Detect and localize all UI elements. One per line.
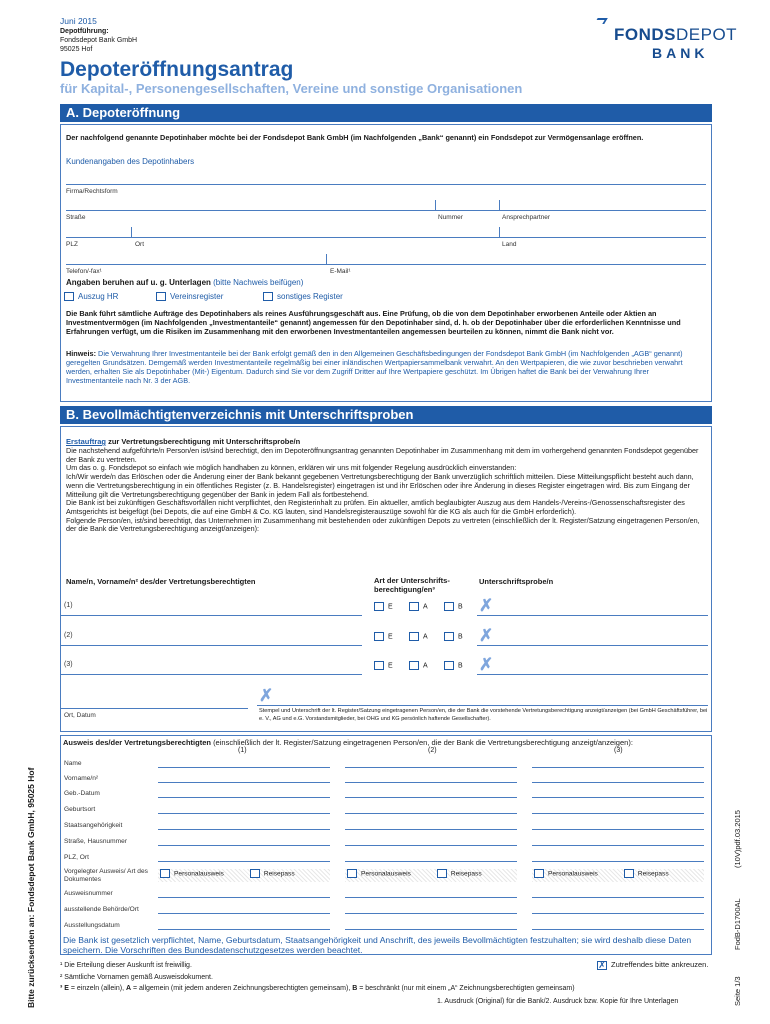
checkbox-e[interactable] [374,602,384,611]
checked-box-icon: ✗ [598,959,606,970]
page-subtitle: für Kapital-, Personengesellschaften, Vereine und sonstige Organisationen [60,81,523,96]
place-date-label: Ort, Datum [64,712,96,719]
col-name-header: Name/n, Vorname/n² des/der Vertretungsberechtigten [66,577,256,586]
checkbox-association[interactable] [156,292,166,301]
firma-label: Firma/Rechtsform [66,188,118,195]
col-type-header: Art der Unterschrifts-berechtigung/en³ [374,576,450,594]
country-label: Land [502,241,517,248]
rep-name-field[interactable] [60,674,362,675]
firma-field[interactable] [66,184,706,185]
id-row-label: Vorname/n² [64,775,99,782]
id-field-3[interactable] [532,829,704,830]
checkbox-a[interactable] [409,602,419,611]
id-field-1[interactable] [158,845,330,846]
copy-note: 1. Ausdruck (Original) für die Bank/2. Ausdruck bzw. Kopie für Ihre Unterlagen [437,998,679,1005]
page-title: Depoteröffnungsantrag [60,58,294,81]
depot-company: Fondsdepot Bank GmbH [60,37,138,44]
rep-option-b[interactable]: B [444,632,463,641]
checkbox-id-card[interactable] [534,869,544,878]
id-field-2[interactable] [345,829,517,830]
id-field-1[interactable] [158,767,330,768]
signature-mark: ✗ [479,655,494,674]
number-label: Nummer [438,214,463,221]
street-field[interactable] [66,210,706,211]
id-field-2[interactable] [345,861,517,862]
id-row-label: Geburtsort [64,806,96,813]
checkbox-e[interactable] [374,632,384,641]
id-field-3[interactable] [532,929,704,930]
id-field-3[interactable] [532,861,704,862]
id-field-1[interactable] [158,797,330,798]
depot-city: 95025 Hof [60,46,93,53]
id-heading: Ausweis des/der Vertretungsberechtigten (einschließlich der lt. Register/Satzung eingetragenen Person/en, die der Bank die Vertretungsberechtigung anzeigt/anzeigen): [63,738,633,747]
rep-name-field[interactable] [60,615,362,616]
page-number: Seite 1/3 [733,976,742,1006]
version-code: (10V)pdf.03.2015 [733,810,742,868]
form-date: Juni 2015 [60,16,97,26]
first-order: Erstauftrag zur Vertretungsberechtigung mit Unterschriftsprobe/n [66,437,301,446]
id-field-1[interactable] [158,913,330,914]
checkbox-id-card[interactable] [160,869,170,878]
rep-option-e[interactable]: E [374,602,393,611]
customer-heading: Kundenangaben des Depotinhabers [66,157,195,166]
checkbox-b[interactable] [444,661,454,670]
signature-field[interactable] [477,615,708,616]
id-row-label: ausstellende Behörde/Ort [64,906,139,913]
id-field-3[interactable] [532,797,704,798]
section-b-heading: B. Bevollmächtigtenverzeichnis mit Unterschriftsproben [60,406,712,424]
doc-association[interactable]: Vereinsregister [156,292,223,301]
depot-label: Depotführung: [60,28,109,35]
basis-line: Angaben beruhen auf u. g. Unterlagen (bitte Nachweis beifügen) [66,278,304,287]
id-field-2[interactable] [345,797,517,798]
id-field-3[interactable] [532,897,704,898]
checkbox-a[interactable] [409,632,419,641]
col-sig-header: Unterschriftsprobe/n [479,577,554,586]
footnote-1: ¹ Die Erteilung dieser Auskunft ist freiwillig. [60,962,192,969]
checkbox-a[interactable] [409,661,419,670]
signature-mark: ✗ [479,596,494,615]
id-field-2[interactable] [345,813,517,814]
id-field-1[interactable] [158,813,330,814]
id-field-1[interactable] [158,897,330,898]
rep-row-number: (1) [64,602,73,609]
rep-name-field[interactable] [60,645,362,646]
checkbox-passport[interactable] [437,869,447,878]
id-doc-type-3[interactable]: Personalausweis Reisepass [532,869,704,882]
id-field-1[interactable] [158,782,330,783]
checkbox-b[interactable] [444,602,454,611]
id-doc-type-1[interactable]: Personalausweis Reisepass [158,869,330,882]
footnote-3: ³ E = einzeln (allein), A = allgemein (mit jedem anderen Zeichnungsberechtigten gemeinsam), B = beschränkt (nur mit einem „A“ Zeichnungsberechtigten gemeinsam) [60,985,575,992]
phone-label: Telefon/-fax¹ [66,268,102,275]
hint-text: Hinweis: Die Verwahrung Ihrer Investmentanteile bei der Bank erfolgt gemäß den in den Allgemeinen Geschäftsbedingungen der Fondsdepot Bank GmbH (im Nachfolgenden „AGB“ genannt) geregelten Grundsätzen. Demgemäß werden Investmentanteile regelmäßig bei einer inländischen Wertpapiersammelbank verwahrt. An den Wertpapieren, die wie zuvor beschrieben verwahrt werden, erhalten Sie als Depotinhaber (Mit-) Eigentum. Dadurch sind Sie vor dem Zugriff Dritter auf Ihre Wertpapiere geschützt. Im Übrigen haftet die Bank bei der Verwahrung Ihrer Investmentanteile nach Nr. 3 der AGB. [66,349,683,385]
id-doc-type-2[interactable]: Personalausweis Reisepass [345,869,517,882]
id-col-1: (1) [238,747,247,754]
footnote-2: ² Sämtliche Vornamen gemäß Ausweisdokument. [60,974,213,981]
id-field-3[interactable] [532,813,704,814]
stamp-text: Stempel und Unterschrift der lt. Register/Satzung eingetragenen Person/en, die der Bank die vorstehende Vertretungsberechtigung anzeigt/anzeigen (bei GmbH Geschäftsführer, bei e. V., AG und e.G. Vorstandsmitglieder, bei OHG und KG persönlich haftende Gesellschafter). [259,708,708,722]
id-col-3: (3) [614,747,623,754]
id-field-1[interactable] [158,929,330,930]
id-field-2[interactable] [345,782,517,783]
section-a-heading: A. Depoteröffnung [60,104,712,122]
stamp-signature-field[interactable] [257,705,708,706]
signature-field[interactable] [477,645,708,646]
checkbox-e[interactable] [374,661,384,670]
checkbox-b[interactable] [444,632,454,641]
id-col-2: (2) [428,747,437,754]
signature-mark: ✗ [479,626,494,645]
checkbox-id-card[interactable] [347,869,357,878]
phone-email-field[interactable] [66,264,706,265]
id-field-2[interactable] [345,767,517,768]
mark-hint: ✗ Zutreffendes bitte ankreuzen. [598,959,709,970]
doc-other[interactable]: sonstiges Register [263,292,343,301]
stamp-sign-mark: ✗ [259,686,274,705]
rep-option-e[interactable]: E [374,632,393,641]
return-address: Bitte zurücksenden an: Fondsdepot Bank GmbH, 95025 Hof [26,767,36,1008]
doc-hr[interactable]: Auszug HR [64,292,118,301]
id-field-1[interactable] [158,861,330,862]
id-field-2[interactable] [345,929,517,930]
id-row-label: Ausweisnummer [64,890,113,897]
checkbox-passport[interactable] [250,869,260,878]
place-date-field[interactable] [60,708,248,709]
rep-option-e[interactable]: E [374,661,393,670]
id-row-label: Geb.-Datum [64,790,100,797]
section-b-paragraphs: Die nachstehend aufgeführte/n Person/en ist/sind berechtigt, den im Depoteröffnungsantrag genannten Depotinhaber im Zusammenhang mit dem im vorhergehend genannten Fondsdepot gegenüber der Bank zu vertreten. Um das o. g. Fondsdepot so einfach wie möglich handhaben zu können, erklären wir uns mit folgender Regelung ausdrücklich einverstanden: Ich/Wir werde/n das Erlöschen oder die Änderung einer der Bank bekannt gegebenen Vertretungsberechtigung der Bank unverzüglich schriftlich mitteilen. Diese Mitteilungspflicht besteht auch dann, wenn die Vertretungsberechtigung in ein öffentliches Register (z. B. Handelsregister) eingetragen ist und ihr Erlöschen oder ihre Änderung in dieses Register eingetragen wird. Bis zum Eingang der Mitteilung gilt die Vertretungsberechtigung gegenüber der Bank in jedem Fall als fortbestehend. Die Bank ist bei zukünftigen Geschäftsvorfällen nicht verpflichtet, den Registerinhalt zu prüfen. Ein aktueller, amtlich beglaubigter Auszug aus dem Handels-/Vereins-/Genossenschaftsregister des Amtsgerichts ist beigefügt (bei Depots, die auf eine GmbH & Co. KG lauten, sind Handelsregisterauszüge sowohl für die KG als auch für die GmbH erforderlich). Folgende Person/en, ist/sind berechtigt, das Unternehmen im Zusammenhang mit bestehenden oder zukünftigen Depots zu vertreten (einschließlich der lt. Register/Satzung eingetragenen Person/en, der die Bank die Vertretungsberechtigung anzeigt/anzeigen): [66,446,700,534]
id-field-2[interactable] [345,845,517,846]
contact-label: Ansprechpartner [502,214,551,221]
id-row-label: Straße, Hausnummer [64,838,128,845]
rep-option-a[interactable]: A [409,661,428,670]
form-code: FodB-D1700AL [733,898,742,950]
street-label: Straße [66,214,86,221]
intro-text: Der nachfolgend genannte Depotinhaber möchte bei der Fondsdepot Bank GmbH (im Nachfolgenden „Bank“ genannt) ein Fondsdepot zur Vermögensanlage eröffnen. [66,133,644,142]
id-row-label: PLZ, Ort [64,854,89,861]
id-row-label: Name [64,760,82,767]
city-label: Ort [135,241,145,248]
id-field-2[interactable] [345,913,517,914]
id-field-3[interactable] [532,845,704,846]
execution-text: Die Bank führt sämtliche Aufträge des Depotinhabers als reines Ausführungsgeschäft aus. Eine Prüfung, ob die von dem Depotinhaber erworbenen Anteile oder Aktien an Investmentvermögen (im Nachfolgenden „Investmentanteile“ genannt) angemessen für den Depotinhaber sind, d. h. ob der Depotinhaber über die erforderlichen Kenntnisse und Erfahrungen verfügt, um die Risiken im Zusammenhang mit den erworbenen Investmentanteilen angemessen beurteilen zu können, nimmt die Bank nicht vor. [66,309,681,336]
checkbox-other[interactable] [263,292,273,301]
id-field-3[interactable] [532,913,704,914]
id-row-label: Staatsangehörigkeit [64,822,123,829]
email-label: E-Mail¹ [330,268,351,275]
rep-option-b[interactable]: B [444,661,463,670]
rep-option-a[interactable]: A [409,602,428,611]
id-field-1[interactable] [158,829,330,830]
id-field-2[interactable] [345,897,517,898]
id-row-label: Vorgelegter Ausweis/ Art des Dokumentes [64,868,148,883]
rep-row-number: (3) [64,661,73,668]
rep-option-a[interactable]: A [409,632,428,641]
legal-text: Die Bank ist gesetzlich verpflichtet, Name, Geburtsdatum, Staatsangehörigkeit und Anschrift, des jeweils Bevollmächtigten festzuhalten; sie wird deshalb diese Daten speichern. Die Vorschriften des Bundesdatenschutzgesetzes werden beachtet. [63,935,692,955]
id-field-3[interactable] [532,782,704,783]
checkbox-passport[interactable] [624,869,634,878]
bank-logo: FONDSDEPOT BANK [596,18,712,58]
id-row-label: Ausstellungsdatum [64,922,120,929]
id-field-3[interactable] [532,767,704,768]
rep-row-number: (2) [64,632,73,639]
city-field[interactable] [66,237,706,238]
signature-field[interactable] [477,674,708,675]
zip-label: PLZ [66,241,78,248]
checkbox-hr[interactable] [64,292,74,301]
rep-option-b[interactable]: B [444,602,463,611]
